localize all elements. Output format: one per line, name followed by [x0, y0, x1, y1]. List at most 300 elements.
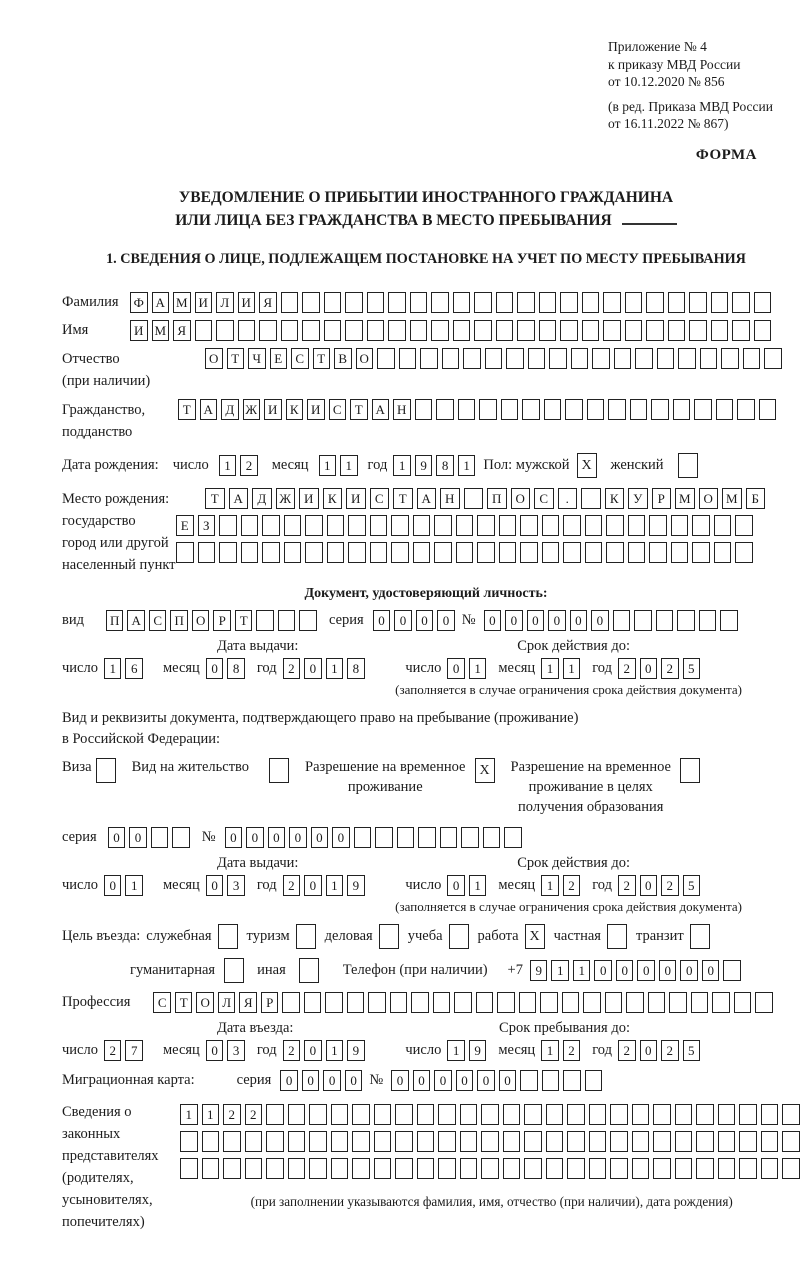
char-cell: [347, 992, 365, 1013]
char-cell: 0: [206, 1040, 224, 1061]
char-cell: 1: [541, 875, 559, 896]
char-cell: 1: [563, 658, 581, 679]
char-cell: 1: [180, 1104, 198, 1125]
char-cell: [288, 1131, 306, 1152]
representatives-label-line: (родителях,: [62, 1170, 134, 1187]
char-cell: [325, 992, 343, 1013]
birth-place-label-line: Место рождения:: [62, 491, 170, 508]
char-cell: [562, 992, 580, 1013]
char-cell: 0: [304, 1040, 322, 1061]
char-cell: [610, 1104, 628, 1125]
char-cell: [563, 542, 581, 563]
appendix-header: [608, 38, 790, 133]
char-cell: Р: [261, 992, 279, 1013]
char-cell: [216, 320, 234, 341]
char-cell: [563, 1070, 581, 1091]
birth-place-label-line: город или другой: [62, 535, 169, 552]
char-cell: [305, 515, 323, 536]
char-cell: [331, 1158, 349, 1179]
char-cell: [567, 1131, 585, 1152]
migration-series-cells: [280, 1070, 366, 1091]
char-cell: [632, 1131, 650, 1152]
char-cell: [395, 1104, 413, 1125]
residence-doc-intro-line2: в Российской Федерации:: [62, 731, 221, 748]
phone-prefix: +7: [507, 962, 523, 979]
char-cell: [583, 992, 601, 1013]
char-cell: Н: [393, 399, 411, 420]
char-cell: [582, 320, 600, 341]
stay-until-date: [405, 1040, 712, 1061]
char-cell: [520, 1070, 538, 1091]
char-cell: [415, 399, 433, 420]
char-cell: [714, 515, 732, 536]
char-cell: [497, 992, 515, 1013]
char-cell: [151, 827, 169, 848]
char-cell: Е: [176, 515, 194, 536]
char-cell: [453, 320, 471, 341]
char-cell: [673, 399, 691, 420]
char-cell: Я: [259, 292, 277, 313]
char-cell: 0: [416, 610, 434, 631]
day-label: число: [405, 660, 442, 677]
char-cell: 2: [104, 1040, 122, 1061]
char-cell: [501, 399, 519, 420]
char-cell: [517, 292, 535, 313]
patronymic-label: [62, 348, 205, 392]
char-cell: [245, 1158, 263, 1179]
char-cell: [504, 827, 522, 848]
char-cell: [734, 992, 752, 1013]
char-cell: О: [356, 348, 374, 369]
issue-month-cells: [206, 658, 249, 679]
day-label: число: [172, 457, 209, 474]
migration-card-label: Миграционная карта:: [62, 1072, 195, 1089]
char-cell: [456, 515, 474, 536]
valid-year-cells: [618, 875, 704, 896]
char-cell: [589, 1158, 607, 1179]
id-doc-type-cells: [106, 610, 321, 631]
char-cell: [755, 992, 773, 1013]
entry-date-heading: Дата въезда:: [217, 1020, 294, 1037]
char-cell: [309, 1104, 327, 1125]
char-cell: 0: [640, 875, 658, 896]
char-cell: 0: [570, 610, 588, 631]
given-name-label: Имя: [62, 322, 89, 339]
char-cell: Т: [393, 488, 413, 509]
char-cell: [172, 827, 190, 848]
residence-date-headings: [62, 855, 790, 872]
char-cell: [671, 542, 689, 563]
char-cell: Я: [239, 992, 257, 1013]
issue-month-cells: [206, 875, 249, 896]
char-cell: 0: [289, 827, 307, 848]
char-cell: [560, 292, 578, 313]
char-cell: 0: [280, 1070, 298, 1091]
char-cell: [743, 348, 761, 369]
char-cell: [691, 992, 709, 1013]
char-cell: А: [417, 488, 437, 509]
char-cell: [395, 1158, 413, 1179]
citizenship-cells: [178, 399, 780, 420]
birth-month-cells: [319, 455, 362, 476]
char-cell: 0: [104, 875, 122, 896]
representatives-block: [62, 1101, 790, 1233]
char-cell: 2: [661, 1040, 679, 1061]
representatives-label-line: законных: [62, 1126, 121, 1143]
purpose-transit-checkbox: [690, 924, 710, 949]
char-cell: 3: [227, 875, 245, 896]
char-cell: И: [264, 399, 282, 420]
char-cell: 2: [283, 658, 301, 679]
char-cell: 0: [594, 960, 612, 981]
char-cell: [370, 542, 388, 563]
char-cell: [464, 488, 484, 509]
char-cell: 2: [661, 658, 679, 679]
char-cell: [696, 1131, 714, 1152]
char-cell: 0: [413, 1070, 431, 1091]
month-label: месяц: [162, 660, 200, 677]
char-cell: [517, 320, 535, 341]
char-cell: С: [370, 488, 390, 509]
char-cell: 2: [661, 875, 679, 896]
year-label: год: [367, 457, 388, 474]
char-cell: [542, 542, 560, 563]
issue-date-heading: Дата выдачи:: [217, 638, 299, 655]
char-cell: [352, 1158, 370, 1179]
char-cell: [288, 1104, 306, 1125]
char-cell: [458, 399, 476, 420]
id-doc-number-label: №: [461, 612, 476, 629]
char-cell: [431, 320, 449, 341]
char-cell: 1: [573, 960, 591, 981]
char-cell: [411, 992, 429, 1013]
char-cell: О: [192, 610, 210, 631]
char-cell: 0: [640, 658, 658, 679]
char-cell: 0: [505, 610, 523, 631]
char-cell: 0: [311, 827, 329, 848]
char-cell: 0: [246, 827, 264, 848]
char-cell: [299, 610, 317, 631]
char-cell: 0: [456, 1070, 474, 1091]
char-cell: [476, 992, 494, 1013]
char-cell: 1: [541, 1040, 559, 1061]
surname-label: Фамилия: [62, 294, 119, 311]
char-cell: [219, 542, 237, 563]
char-cell: Д: [221, 399, 239, 420]
char-cell: [348, 542, 366, 563]
entry-year-cells: [283, 1040, 369, 1061]
char-cell: П: [487, 488, 507, 509]
purpose-study-checkbox: [449, 924, 469, 949]
char-cell: [653, 1158, 671, 1179]
char-cell: Т: [178, 399, 196, 420]
char-cell: [282, 992, 300, 1013]
char-cell: [397, 827, 415, 848]
char-cell: 1: [393, 455, 411, 476]
entry-month-cells: [206, 1040, 249, 1061]
char-cell: [689, 292, 707, 313]
char-cell: [546, 1131, 564, 1152]
char-cell: [324, 320, 342, 341]
char-cell: Р: [213, 610, 231, 631]
char-cell: [711, 292, 729, 313]
entry-stay-headings: [62, 1020, 790, 1037]
visa-label: Виза: [62, 759, 92, 776]
char-cell: [528, 348, 546, 369]
visa-option: [62, 758, 116, 783]
char-cell: [646, 292, 664, 313]
char-cell: 0: [391, 1070, 409, 1091]
char-cell: [563, 515, 581, 536]
residence-doc-options: [62, 758, 790, 817]
char-cell: [477, 542, 495, 563]
char-cell: [656, 610, 674, 631]
char-cell: [669, 992, 687, 1013]
char-cell: К: [286, 399, 304, 420]
char-cell: С: [153, 992, 171, 1013]
migration-number-cells: [391, 1070, 606, 1091]
char-cell: К: [605, 488, 625, 509]
residence-series-label: серия: [62, 829, 97, 846]
char-cell: А: [152, 292, 170, 313]
char-cell: 3: [227, 1040, 245, 1061]
char-cell: [223, 1158, 241, 1179]
patronymic-label-line: (при наличии): [62, 373, 151, 390]
char-cell: [304, 992, 322, 1013]
char-cell: И: [238, 292, 256, 313]
char-cell: 0: [437, 610, 455, 631]
char-cell: 2: [618, 1040, 636, 1061]
representatives-label-line: попечителях): [62, 1214, 145, 1231]
residence-permit-label: Вид на жительство: [131, 759, 250, 776]
char-cell: [483, 827, 501, 848]
char-cell: [542, 1070, 560, 1091]
char-cell: [288, 1158, 306, 1179]
char-cell: [646, 320, 664, 341]
patronymic-cells: [205, 348, 786, 369]
char-cell: [284, 515, 302, 536]
char-cell: [241, 515, 259, 536]
char-cell: [481, 1104, 499, 1125]
char-cell: 2: [563, 1040, 581, 1061]
form-title-line1: УВЕДОМЛЕНИЕ О ПРИБЫТИИ ИНОСТРАННОГО ГРАЖДАНИНА: [178, 188, 674, 206]
char-cell: [395, 1131, 413, 1152]
char-cell: Е: [270, 348, 288, 369]
purpose-row2-phone: [62, 958, 790, 983]
char-cell: 1: [319, 455, 337, 476]
valid-until-heading: Срок действия до:: [517, 855, 630, 872]
char-cell: [625, 320, 643, 341]
representatives-note: (при заполнении указываются фамилия, имя, отчество (при наличии), дата рождения): [250, 1194, 733, 1210]
char-cell: О: [511, 488, 531, 509]
citizenship-label-line: подданство: [62, 424, 133, 441]
char-cell: [324, 292, 342, 313]
char-cell: [632, 1104, 650, 1125]
appendix-edition-line: (в ред. Приказа МВД России: [608, 98, 773, 114]
issue-day-cells: [104, 658, 147, 679]
appendix-line: Приложение № 4: [608, 39, 707, 54]
char-cell: [434, 515, 452, 536]
purpose-label: Цель въезда:: [62, 928, 141, 945]
char-cell: [608, 399, 626, 420]
purpose-humanitarian-label: гуманитарная: [130, 962, 216, 979]
char-cell: И: [307, 399, 325, 420]
char-cell: [581, 488, 601, 509]
char-cell: [634, 610, 652, 631]
char-cell: [603, 292, 621, 313]
char-cell: 1: [125, 875, 143, 896]
char-cell: 0: [447, 658, 465, 679]
char-cell: [327, 515, 345, 536]
char-cell: [266, 1158, 284, 1179]
appendix-line: от 10.12.2020 № 856: [608, 74, 725, 90]
char-cell: [539, 320, 557, 341]
char-cell: 1: [458, 455, 476, 476]
surname-cells: [130, 292, 775, 313]
char-cell: М: [152, 320, 170, 341]
char-cell: [245, 1131, 263, 1152]
char-cell: [651, 399, 669, 420]
char-cell: [782, 1104, 800, 1125]
stay-year-cells: [618, 1040, 704, 1061]
issue-date-heading: Дата выдачи:: [217, 855, 299, 872]
char-cell: [374, 1104, 392, 1125]
char-cell: М: [722, 488, 742, 509]
char-cell: 0: [659, 960, 677, 981]
citizenship-label: [62, 399, 178, 443]
char-cell: [716, 399, 734, 420]
char-cell: 0: [447, 875, 465, 896]
purpose-business-label: деловая: [324, 928, 373, 945]
char-cell: [735, 542, 753, 563]
id-doc-valid-date: [405, 658, 712, 679]
char-cell: [524, 1131, 542, 1152]
char-cell: К: [323, 488, 343, 509]
migration-number-label: №: [369, 1072, 384, 1089]
id-doc-issue-date: [62, 658, 377, 679]
id-doc-number-cells: [484, 610, 742, 631]
residence-valid-date: [405, 875, 712, 896]
residence-issue-date: [62, 875, 377, 896]
char-cell: [202, 1158, 220, 1179]
id-doc-series-cells: [373, 610, 459, 631]
purpose-other-label: иная: [257, 962, 286, 979]
char-cell: 0: [323, 1070, 341, 1091]
char-cell: [454, 992, 472, 1013]
char-cell: 0: [129, 827, 147, 848]
char-cell: Т: [175, 992, 193, 1013]
char-cell: В: [334, 348, 352, 369]
char-cell: [677, 610, 695, 631]
birth-place-label-line: населенный пункт: [62, 557, 176, 574]
char-cell: И: [299, 488, 319, 509]
char-cell: 0: [637, 960, 655, 981]
char-cell: [259, 320, 277, 341]
char-cell: [238, 320, 256, 341]
char-cell: 0: [591, 610, 609, 631]
char-cell: [438, 1158, 456, 1179]
char-cell: 5: [683, 1040, 701, 1061]
char-cell: [754, 292, 772, 313]
char-cell: Я: [173, 320, 191, 341]
char-cell: Р: [652, 488, 672, 509]
char-cell: [592, 348, 610, 369]
char-cell: [696, 1158, 714, 1179]
appendix-edition-line: от 16.11.2022 № 867): [608, 116, 729, 132]
char-cell: [503, 1104, 521, 1125]
char-cell: [549, 348, 567, 369]
issue-day-cells: [104, 875, 147, 896]
migration-series-label: серия: [236, 1072, 272, 1089]
char-cell: [370, 515, 388, 536]
day-label: число: [62, 1042, 98, 1059]
char-cell: [614, 348, 632, 369]
char-cell: [571, 348, 589, 369]
char-cell: 0: [332, 827, 350, 848]
char-cell: 1: [326, 658, 344, 679]
char-cell: [542, 515, 560, 536]
representatives-row2-cells: [180, 1131, 800, 1152]
birth-day-cells: [219, 455, 262, 476]
char-cell: С: [534, 488, 554, 509]
residence-series-cells: [108, 827, 194, 848]
char-cell: [327, 542, 345, 563]
char-cell: [499, 515, 517, 536]
char-cell: [625, 292, 643, 313]
year-label: год: [592, 660, 612, 677]
char-cell: 0: [548, 610, 566, 631]
representatives-row1-cells: [180, 1104, 800, 1125]
residence-doc-intro-line1: Вид и реквизиты документа, подтверждающего право на пребывание (проживание): [62, 710, 579, 727]
char-cell: [567, 1104, 585, 1125]
char-cell: [540, 992, 558, 1013]
char-cell: О: [205, 348, 223, 369]
char-cell: Т: [313, 348, 331, 369]
temp-residence-permit-label: Разрешение на временное проживание: [305, 759, 466, 796]
char-cell: [198, 542, 216, 563]
char-cell: [442, 348, 460, 369]
char-cell: [456, 542, 474, 563]
valid-month-cells: [541, 875, 584, 896]
char-cell: [453, 292, 471, 313]
id-doc-type-label: вид: [62, 612, 84, 629]
valid-day-cells: [447, 875, 490, 896]
stay-month-cells: [541, 1040, 584, 1061]
char-cell: [391, 515, 409, 536]
char-cell: [496, 292, 514, 313]
char-cell: 1: [469, 875, 487, 896]
char-cell: [649, 542, 667, 563]
char-cell: [739, 1131, 757, 1152]
char-cell: [195, 320, 213, 341]
char-cell: 1: [447, 1040, 465, 1061]
char-cell: 1: [326, 1040, 344, 1061]
purpose-humanitarian-checkbox: [224, 958, 244, 983]
limit-note: (заполняется в случае ограничения срока действия документа): [395, 682, 742, 698]
char-cell: [367, 320, 385, 341]
char-cell: [546, 1104, 564, 1125]
char-cell: [692, 542, 710, 563]
char-cell: [503, 1131, 521, 1152]
year-label: год: [256, 1042, 277, 1059]
year-label: год: [592, 1042, 612, 1059]
char-cell: [461, 827, 479, 848]
char-cell: Б: [746, 488, 766, 509]
char-cell: [539, 292, 557, 313]
char-cell: [281, 292, 299, 313]
char-cell: [585, 542, 603, 563]
char-cell: [628, 542, 646, 563]
